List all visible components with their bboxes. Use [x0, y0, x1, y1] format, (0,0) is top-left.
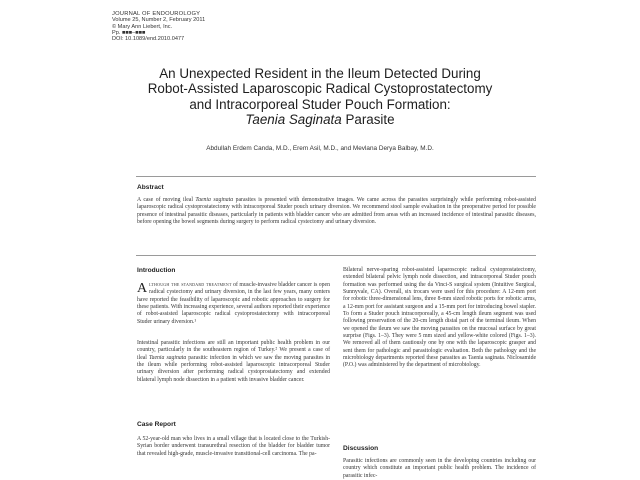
discussion-heading: Discussion: [343, 445, 379, 452]
journal-name: JOURNAL OF ENDOUROLOGY: [112, 11, 201, 17]
abstract-text-a: A case of moving ileal: [137, 197, 196, 203]
intro-smallcaps: lthough the standard treatment: [149, 282, 232, 288]
introduction-paragraph-2: [137, 340, 330, 384]
title-species: Taenia Saginata: [245, 112, 342, 128]
title-line-2: Robot-Assisted Laparoscopic Radical Cystoprostatectomy: [147, 81, 493, 97]
introduction-heading: Introduction: [137, 267, 176, 274]
author-list: Abdullah Erdem Canda, M.D., Erem Asil, M.D., and Mevlana Derya Balbay, M.D.: [206, 145, 434, 152]
article-title: [100, 66, 540, 128]
intro-p2-b: parasitic infection in which we saw the moving parasites in the ileum while performing robot-assisted laparoscopic intracorporeal Studer urinary diversion after performing radical cystoprostatectomy and extended bilateral lymph node dissection in a patient with invasive bladder cancer.: [137, 354, 330, 383]
case-report-text: A 52-year-old man who lives in a small village that is located close to the Turkish-Syrian border underwent transurethral resection of the bladder for bladder tumor that revealed high-grade, muscle-invasive transitional-cell carcinoma. The pa-: [137, 436, 330, 457]
methods-paragraph: Bilateral nerve-sparing robot-assisted laparoscopic radical cystoprostatectomy, extended bilateral pelvic lymph node dissection, and intracorporeal Studer pouch formation was performed using the da Vinci-S surgical system (Intuitive Surgical, Sunnyvale, CA). Overall, six trocars were used for this procedure: A 12-mm port for robotic three-dimensional lens, three 8-mm sized robotic ports for robotic arms, a 12-mm port for assistant surgeon and a 15-mm port for introducing bowel stapler. To form a Studer pouch intracorporeally, a 45-cm length ileum segment was used following preservation of the 20-cm length distal part of the terminal ileum. When we opened the ileum we saw the moving parasites on the mucosal surface by great surprise (Figs. 1–3). They were 5 mm sized and yellow-white colored (Figs. 1–3). We removed all of them cautiously one by one with the laparoscopic grasper and sent them for pathologic and parasitologic evaluation. Both the pathology and the microbiology departments reported these parasites as Taenia saginata. Niclosamide (P.O.) was administered by the department of microbiology.: [343, 267, 536, 369]
discussion-text: Parasitic infections are commonly seen in the developing countries including our country which constitute an important public health problem. The incidence of parasitic infec-: [343, 458, 536, 479]
abstract-text: [137, 197, 536, 226]
abstract-text-b: parasites is presented with demonstrative images. We came across the parasites surprisingly while performing robot-assisted laparoscopic radical cystoprostatectomy with intracorporeal Studer pouch urinary diversion. We recommend stool sample evaluation in the preoperative period for possible presence of intestinal parasitic diseases, particularly in patients with bladder cancer who are admitted from areas with an increased incidence of intestinal parasitic diseases, before opening the bowel segments during surgery to perform radical cystectomy and urinary diversion.: [137, 197, 536, 226]
drop-cap: A: [137, 281, 148, 296]
introduction-paragraph-1: [137, 282, 330, 326]
abstract-species: Taenia saginata: [195, 197, 234, 203]
title-line-3: and Intracorporeal Studer Pouch Formation:: [189, 96, 451, 112]
journal-doi: DOI: 10.1089/end.2010.0477: [112, 36, 185, 43]
intro-p1-rest: of muscle-invasive bladder cancer is open radical cystectomy and urinary diversion, in the last few years, many centers have reported the feasibility of laparoscopic and robotic approaches to surgery for these patients. With increasing experience, several authors reported their experience of robot-assisted laparoscopic radical cystoprostatectomy with intracorporeal Studer urinary diversion.¹: [137, 282, 331, 325]
journal-copyright: © Mary Ann Liebert, Inc.: [112, 23, 173, 30]
case-report-heading: Case Report: [137, 421, 176, 428]
intro-p2-a: Intestinal parasitic infections are still an important public health problem in our country, particularly in the southeastern region of Turkey.² We present a case of ileal: [137, 340, 330, 361]
journal-pages: Pp. ■■■–■■■: [112, 29, 146, 36]
abstract-rule: [136, 255, 536, 256]
title-line-4-rest: Parasite: [341, 112, 395, 128]
title-line-1: An Unexpected Resident in the Ileum Detected During: [159, 66, 481, 81]
header-rule: [136, 176, 536, 177]
title-line-4: [100, 112, 540, 127]
intro-p2-species: Taenia saginata: [148, 354, 187, 361]
abstract-heading: Abstract: [137, 184, 164, 191]
journal-volume: Volume 25, Number 2, February 2011: [112, 17, 206, 24]
journal-header: [112, 11, 332, 42]
